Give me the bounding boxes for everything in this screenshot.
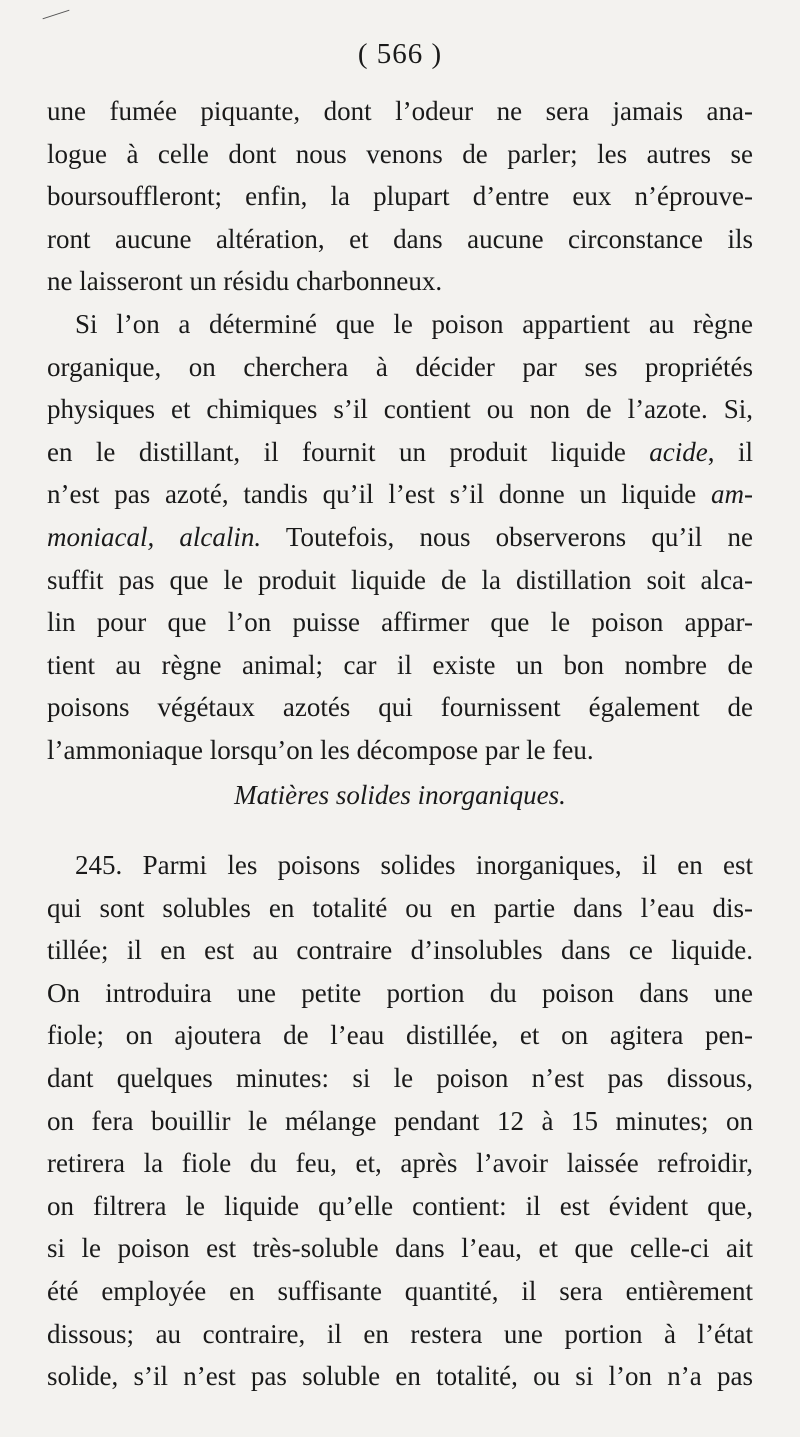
text-line: ront aucune altération, et dans aucune circonstance ils: [47, 223, 753, 254]
text-line: tient au règne animal; car il existe un bon nombre de: [47, 649, 753, 680]
text-line: boursouffleront; enfin, la plupart d’entre eux n’éprouve-: [47, 181, 753, 212]
text-line: On introduira une petite portion du poison dans une: [47, 977, 753, 1008]
text-line: fiole; on ajoutera de l’eau distillée, et on agitera pen-: [47, 1020, 753, 1051]
body-text-top: [47, 90, 753, 772]
text-line: solide, s’il n’est pas soluble en totalité, ou si l’on n’a pas: [47, 1361, 753, 1392]
text-line: organique, on cherchera à décider par ses propriétés: [47, 351, 753, 382]
text-line: Si l’on a déterminé que le poison appartient au règne: [75, 308, 753, 339]
ink-mark: [43, 10, 70, 20]
text-line: on fera bouillir le mélange pendant 12 à 15 minutes; on: [47, 1105, 753, 1136]
section-heading: Matières solides inorganiques.: [234, 780, 566, 810]
body-text-bottom: [47, 844, 753, 1398]
text-line: lin pour que l’on puisse affirmer que le poison appar-: [47, 607, 753, 638]
text-line: ne laisseront un résidu charbonneux.: [47, 266, 443, 297]
text-line: 245. Parmi les poisons solides inorganiques, il en est: [75, 850, 753, 880]
text-line: été employée en suffisante quantité, il sera entièrement: [47, 1275, 753, 1306]
text-line: en le distillant, il fournit un produit liquide acide, il: [47, 436, 753, 467]
page-number: ( 566 ): [357, 38, 443, 70]
text-line: moniacal, alcalin. Toutefois, nous observerons qu’il ne: [47, 521, 753, 552]
text-line: dant quelques minutes: si le poison n’est pas dissous,: [47, 1062, 753, 1093]
text-line: physiques et chimiques s’il contient ou non de l’azote. Si,: [47, 394, 753, 425]
text-line: qui sont solubles en totalité ou en partie dans l’eau dis-: [47, 892, 753, 923]
text-line: suffit pas que le produit liquide de la distillation soit alca-: [47, 564, 753, 595]
text-line: on filtrera le liquide qu’elle contient: il est évident que,: [47, 1190, 753, 1221]
text-line: l’ammoniaque lorsqu’on les décompose par le feu.: [47, 734, 594, 765]
text-line: si le poison est très-soluble dans l’eau, et que celle-ci ait: [47, 1233, 753, 1264]
text-line: une fumée piquante, dont l’odeur ne sera jamais ana-: [47, 96, 753, 126]
text-line: logue à celle dont nous venons de parler; les autres se: [47, 138, 753, 169]
text-line: poisons végétaux azotés qui fournissent également de: [47, 692, 753, 723]
text-line: tillée; il en est au contraire d’insolubles dans ce liquide.: [47, 935, 753, 966]
text-line: retirera la fiole du feu, et, après l’avoir laissée refroidir,: [47, 1148, 753, 1179]
text-line: dissous; au contraire, il en restera une portion à l’état: [47, 1318, 753, 1349]
text-line: n’est pas azoté, tandis qu’il l’est s’il donne un liquide am-: [47, 479, 753, 510]
